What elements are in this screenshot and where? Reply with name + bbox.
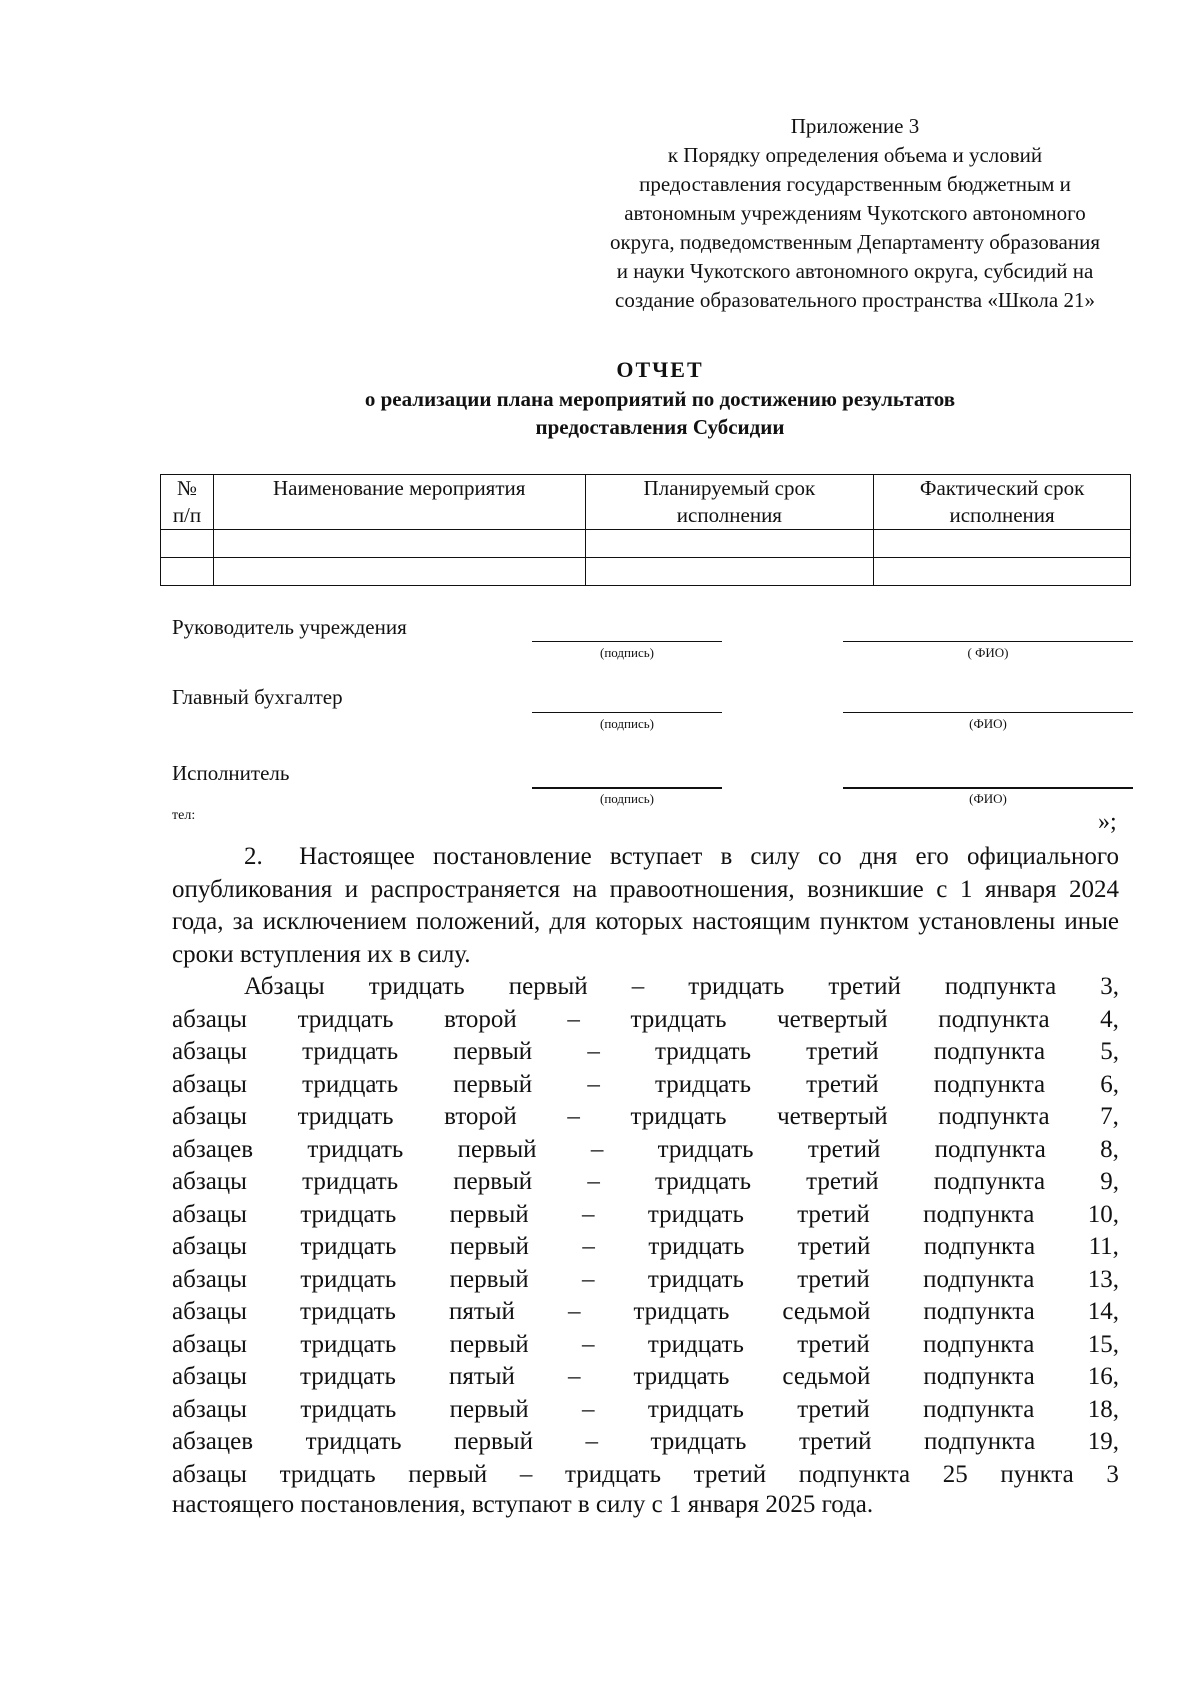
list-line bbox=[172, 971, 1119, 1004]
header-activity-name bbox=[213, 475, 585, 530]
header-actual-line1: Фактический срок bbox=[919, 476, 1085, 500]
name-line bbox=[843, 712, 1133, 713]
word: первый bbox=[453, 1070, 533, 1098]
word: тридцать bbox=[368, 973, 465, 1000]
word: тридцать bbox=[299, 1298, 396, 1325]
word: подпункта bbox=[933, 1168, 1046, 1195]
header-actual-term bbox=[874, 475, 1131, 530]
header-planned-line2: исполнения bbox=[676, 503, 782, 527]
word: тридцать bbox=[299, 1363, 396, 1390]
name-caption: ( ФИО) bbox=[967, 645, 1009, 660]
word: пятый bbox=[448, 1298, 515, 1325]
word: тридцать bbox=[279, 1460, 376, 1488]
word: первый bbox=[508, 973, 588, 1000]
word: абзацы bbox=[172, 1005, 247, 1033]
word: – bbox=[585, 1428, 598, 1455]
word: абзацы bbox=[172, 1168, 247, 1195]
word: подпункта bbox=[923, 1330, 1035, 1358]
word: третий bbox=[828, 973, 901, 1000]
signature-caption: (подпись) bbox=[600, 791, 654, 806]
appendix-line: округа, подведомственным Департаменту образования bbox=[609, 230, 1101, 254]
table-cell bbox=[874, 530, 1131, 558]
header-number-line2: п/п bbox=[172, 503, 202, 527]
word: – bbox=[587, 1038, 600, 1065]
list-line bbox=[172, 1004, 1119, 1037]
word: первый bbox=[449, 1265, 529, 1293]
name-line bbox=[843, 787, 1133, 789]
table-cell bbox=[213, 530, 585, 558]
word: абзацы bbox=[172, 1298, 247, 1325]
word: четвертый bbox=[777, 1005, 888, 1033]
list-line bbox=[172, 1069, 1119, 1102]
word: Абзацы bbox=[244, 973, 325, 1000]
header-planned-term bbox=[585, 475, 874, 530]
word: 3, bbox=[1100, 973, 1119, 1000]
word: тридцать bbox=[647, 1330, 744, 1358]
word: 7, bbox=[1100, 1103, 1119, 1130]
table-cell bbox=[874, 558, 1131, 586]
report-subtitle-line1: о реализации плана мероприятий по достижению результатов bbox=[364, 387, 956, 411]
word: третий bbox=[797, 1265, 870, 1293]
appendix-header bbox=[560, 112, 1150, 315]
word: третий bbox=[797, 1200, 870, 1228]
word: – bbox=[519, 1460, 533, 1488]
signature-line bbox=[532, 641, 722, 642]
list-line bbox=[172, 1361, 1119, 1394]
header-number bbox=[161, 475, 214, 530]
list-line bbox=[172, 1199, 1119, 1232]
appendix-line: к Порядку определения объема и условий bbox=[667, 143, 1043, 167]
list-line bbox=[172, 1231, 1119, 1264]
word: 18, bbox=[1087, 1395, 1119, 1423]
signature-line bbox=[532, 712, 722, 713]
word: – bbox=[582, 1395, 595, 1423]
word: – bbox=[567, 1103, 580, 1130]
word: тридцать bbox=[297, 1103, 394, 1130]
list-line bbox=[172, 1329, 1119, 1362]
word: 10, bbox=[1087, 1200, 1119, 1228]
word: тридцать bbox=[564, 1460, 661, 1488]
list-line bbox=[172, 1101, 1119, 1134]
word: – bbox=[587, 1070, 600, 1098]
word: абзацы bbox=[172, 1200, 247, 1228]
word: тридцать bbox=[300, 1395, 397, 1423]
word: тридцать bbox=[654, 1168, 751, 1195]
word: первый bbox=[453, 1038, 533, 1065]
word: тридцать bbox=[647, 1265, 744, 1293]
phone-label: тел: bbox=[172, 808, 196, 823]
word: 25 bbox=[942, 1460, 968, 1488]
final-line: настоящего постановления, вступают в силу с 1 января 2025 года. bbox=[172, 1491, 874, 1518]
word: абзацы bbox=[172, 1038, 247, 1065]
word: – bbox=[567, 1005, 580, 1033]
word: седьмой bbox=[782, 1298, 871, 1325]
word: абзацы bbox=[172, 1330, 247, 1358]
word: – bbox=[582, 1265, 595, 1293]
word: – bbox=[582, 1330, 595, 1358]
word: четвертый bbox=[777, 1103, 888, 1130]
word: 4, bbox=[1100, 1005, 1119, 1033]
list-line bbox=[172, 1166, 1119, 1199]
word: третий bbox=[806, 1168, 879, 1195]
word: подпункта bbox=[938, 1103, 1050, 1130]
list-line bbox=[172, 1296, 1119, 1329]
word: тридцать bbox=[633, 1298, 730, 1325]
appendix-line: и науки Чукотского автономного округа, субсидий на bbox=[616, 259, 1094, 283]
name-caption: (ФИО) bbox=[969, 791, 1007, 806]
word: третий bbox=[797, 1233, 871, 1260]
word: третий bbox=[798, 1428, 872, 1455]
word: пункта bbox=[1000, 1460, 1074, 1488]
paragraph-2-text: 2. Настоящее постановление вступает в силу со дня его официального опубликования и распространяется на правоотношения, возникшие с 1 января 2024 года, за исключением положений, для которых настоящим пунктом установлены иные сроки вступления их в силу. bbox=[172, 843, 1119, 968]
word: – bbox=[631, 973, 645, 1000]
header-planned-line1: Планируемый срок bbox=[643, 476, 816, 500]
word: третий bbox=[693, 1460, 767, 1488]
word: тридцать bbox=[647, 1200, 744, 1228]
list-line bbox=[172, 1459, 1119, 1492]
word: тридцать bbox=[300, 1200, 397, 1228]
word: третий bbox=[807, 1135, 881, 1163]
word: абзацы bbox=[172, 1233, 247, 1260]
word: подпункта bbox=[923, 1395, 1035, 1423]
word: первый bbox=[449, 1395, 529, 1423]
word: абзацы bbox=[172, 1265, 247, 1293]
signature-caption: (подпись) bbox=[600, 716, 654, 731]
word: тридцать bbox=[300, 1330, 397, 1358]
word: первый bbox=[449, 1330, 529, 1358]
word: 8, bbox=[1100, 1135, 1119, 1163]
word: подпункта bbox=[923, 1298, 1035, 1325]
word: тридцать bbox=[633, 1363, 730, 1390]
word: тридцать bbox=[688, 973, 785, 1000]
report-subtitle-line2: предоставления Субсидии bbox=[535, 415, 785, 439]
word: абзацы bbox=[172, 1070, 247, 1098]
word: 5, bbox=[1100, 1038, 1119, 1065]
list-line bbox=[172, 1394, 1119, 1427]
word: первый bbox=[454, 1428, 533, 1455]
table-cell bbox=[161, 558, 214, 586]
word: первый bbox=[449, 1233, 529, 1260]
word: подпункта bbox=[944, 973, 1057, 1000]
word: подпункта bbox=[933, 1070, 1046, 1098]
word: – bbox=[567, 1363, 581, 1390]
word: подпункта bbox=[934, 1135, 1046, 1163]
word: второй bbox=[444, 1005, 517, 1033]
header-number-line1: № bbox=[176, 476, 197, 500]
word: тридцать bbox=[302, 1038, 399, 1065]
word: подпункта bbox=[923, 1428, 1036, 1455]
word: тридцать bbox=[654, 1038, 751, 1065]
header-activity-line1: Наименование мероприятия bbox=[273, 476, 526, 500]
word: подпункта bbox=[923, 1233, 1036, 1260]
word: 15, bbox=[1087, 1330, 1119, 1358]
word: третий bbox=[797, 1395, 870, 1423]
word: подпункта bbox=[923, 1200, 1035, 1228]
word: 11, bbox=[1088, 1233, 1119, 1260]
word: седьмой bbox=[782, 1363, 871, 1390]
word: тридцать bbox=[630, 1103, 727, 1130]
word: тридцать bbox=[307, 1135, 404, 1163]
word: – bbox=[587, 1168, 600, 1195]
paragraph-list bbox=[172, 971, 1119, 1491]
signature-label: Главный бухгалтер bbox=[172, 685, 343, 709]
word: 9, bbox=[1100, 1168, 1119, 1195]
word: второй bbox=[444, 1103, 517, 1130]
list-line bbox=[172, 1264, 1119, 1297]
word: тридцать bbox=[302, 1070, 399, 1098]
appendix-line: предоставления государственным бюджетным и bbox=[639, 172, 1071, 196]
table-cell bbox=[161, 530, 214, 558]
word: тридцать bbox=[654, 1070, 751, 1098]
word: абзацев bbox=[172, 1135, 254, 1163]
word: 16, bbox=[1087, 1363, 1119, 1390]
word: третий bbox=[806, 1038, 879, 1065]
table-cell bbox=[585, 558, 874, 586]
report-title-block bbox=[160, 355, 1160, 441]
word: тридцать bbox=[650, 1428, 747, 1455]
table-cell bbox=[585, 530, 874, 558]
word: – bbox=[590, 1135, 604, 1163]
name-line bbox=[843, 641, 1133, 642]
word: абзацы bbox=[172, 1363, 247, 1390]
word: 14, bbox=[1087, 1298, 1119, 1325]
word: тридцать bbox=[657, 1135, 754, 1163]
table-row bbox=[161, 530, 1131, 558]
word: тридцать bbox=[647, 1395, 744, 1423]
word: тридцать bbox=[648, 1233, 745, 1260]
header-actual-line2: исполнения bbox=[949, 503, 1055, 527]
plan-table bbox=[160, 474, 1131, 586]
word: тридцать bbox=[300, 1265, 397, 1293]
word: 6, bbox=[1100, 1070, 1119, 1098]
word: тридцать bbox=[302, 1168, 399, 1195]
word: тридцать bbox=[305, 1428, 402, 1455]
word: третий bbox=[797, 1330, 870, 1358]
word: тридцать bbox=[297, 1005, 394, 1033]
word: 3 bbox=[1106, 1460, 1119, 1488]
name-caption: (ФИО) bbox=[969, 716, 1007, 731]
body-paragraph-2 bbox=[172, 841, 1119, 971]
report-title: ОТЧЕТ bbox=[616, 357, 704, 382]
appendix-line: Приложение 3 bbox=[790, 114, 920, 138]
word: первый bbox=[457, 1135, 537, 1163]
word: третий bbox=[806, 1070, 879, 1098]
signature-line bbox=[532, 787, 722, 789]
word: абзацы bbox=[172, 1103, 247, 1130]
word: тридцать bbox=[300, 1233, 397, 1260]
signature-label: Руководитель учреждения bbox=[172, 615, 407, 639]
word: абзацы bbox=[172, 1460, 247, 1488]
word: подпункта bbox=[923, 1363, 1035, 1390]
closing-quote: »; bbox=[1098, 809, 1117, 835]
word: первый bbox=[408, 1460, 488, 1488]
signature-caption: (подпись) bbox=[600, 645, 654, 660]
word: подпункта bbox=[798, 1460, 911, 1488]
list-line bbox=[172, 1426, 1119, 1459]
word: абзацы bbox=[172, 1395, 247, 1423]
word: подпункта bbox=[923, 1265, 1035, 1293]
table-row bbox=[161, 558, 1131, 586]
table-header-row bbox=[161, 475, 1131, 530]
word: абзацев bbox=[172, 1428, 254, 1455]
word: пятый bbox=[448, 1363, 515, 1390]
appendix-line: создание образовательного пространства «Школа 21» bbox=[615, 288, 1095, 312]
appendix-line: автономным учреждениям Чукотского автономного bbox=[624, 201, 1086, 225]
word: подпункта bbox=[933, 1038, 1046, 1065]
signature-label: Исполнитель bbox=[172, 761, 290, 785]
word: – bbox=[582, 1233, 595, 1260]
word: – bbox=[582, 1200, 595, 1228]
word: подпункта bbox=[938, 1005, 1050, 1033]
word: первый bbox=[453, 1168, 533, 1195]
list-line bbox=[172, 1036, 1119, 1069]
table-cell bbox=[213, 558, 585, 586]
word: первый bbox=[449, 1200, 529, 1228]
list-line bbox=[172, 1134, 1119, 1167]
word: – bbox=[567, 1298, 581, 1325]
word: 13, bbox=[1087, 1265, 1119, 1293]
word: тридцать bbox=[630, 1005, 727, 1033]
word: 19, bbox=[1087, 1428, 1119, 1455]
